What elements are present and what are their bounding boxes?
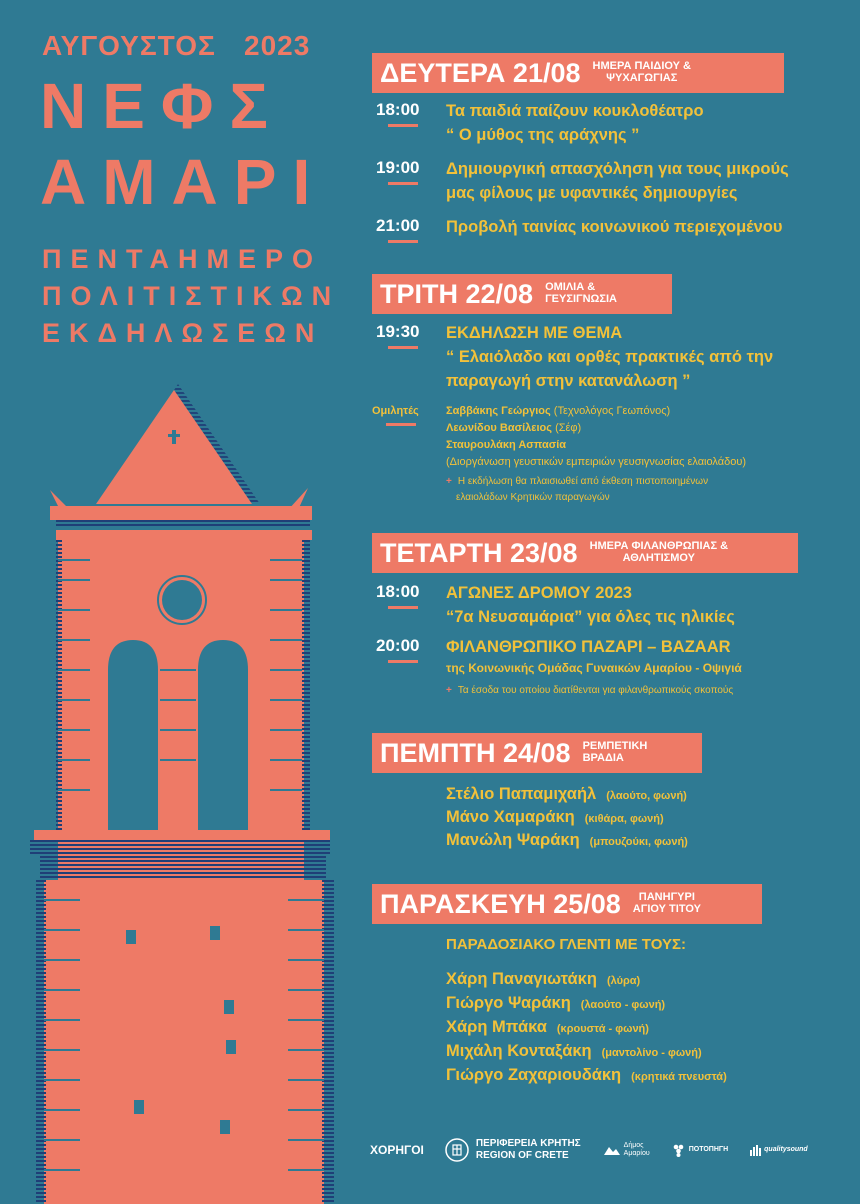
day-title: ΤΕΤΑΡΤΗ 23/08 bbox=[380, 537, 578, 568]
event-text: Δημιουργική απασχόληση για τους μικρούς μας φίλους με υφαντικές δημιουργίες bbox=[446, 160, 789, 202]
sound-bars-icon bbox=[750, 1144, 762, 1156]
sponsor-potopigi: ΠΟΤΟΠΗΓΗ bbox=[672, 1142, 728, 1158]
event-text: Προβολή ταινίας κοινωνικού περιεχομένου bbox=[446, 218, 783, 236]
sponsors-label: ΧΟΡΗΓΟΙ bbox=[370, 1143, 424, 1157]
time-underline bbox=[388, 606, 418, 609]
sponsor-region-crete: ΠΕΡΙΦΕΡΕΙΑ ΚΡΗΤΗΣ REGION OF CRETE bbox=[444, 1137, 581, 1163]
performer: Χάρη Μπάκα (κρουστά - φωνή) bbox=[446, 1018, 649, 1036]
performer: Χάρη Παναγιωτάκη (λύρα) bbox=[446, 970, 641, 988]
header-sub-line3: ΕΚΔΗΛΩΣΕΩΝ bbox=[42, 318, 324, 348]
time-underline bbox=[388, 346, 418, 349]
bell-tower-illustration bbox=[30, 380, 360, 1204]
header-year: 2023 bbox=[244, 30, 311, 61]
speaker: Σαββάκης Γεώργιος (Τεχνολόγος Γεωπόνος) bbox=[446, 405, 671, 417]
speaker: Σταυρουλάκη Ασπασία bbox=[446, 439, 567, 452]
day-tag: ΡΕΜΠΕΤΙΚΗ ΒΡΑΔΙΑ bbox=[582, 740, 648, 764]
speakers-label: Ομιλητές bbox=[372, 405, 419, 417]
event-text: Τα παιδιά παίζουν κουκλοθέατρο “ Ο μύθος της αράχνης ” bbox=[446, 102, 704, 144]
day-banner-friday bbox=[372, 884, 762, 924]
sponsor-qualitysound: qualitysound bbox=[750, 1144, 808, 1156]
sponsor-dimos-amariou: Δήμος Αμαρίου bbox=[603, 1142, 650, 1157]
day-banner-tuesday bbox=[372, 274, 672, 314]
speaker-note: (Διοργάνωση γευστικών εμπειριών γευσιγνωσίας ελαιολάδου) bbox=[446, 456, 747, 469]
time-underline bbox=[388, 182, 418, 185]
grapes-icon bbox=[672, 1142, 686, 1158]
day-tag: ΗΜΕΡΑ ΠΑΙΔΙΟΥ & ΨΥΧΑΓΩΓΙΑΣ bbox=[592, 60, 691, 84]
performer: Γιώργο Ζαχαριουδάκη (κρητικά πνευστά) bbox=[446, 1066, 727, 1084]
event-item bbox=[376, 158, 846, 208]
speakers-underline bbox=[386, 423, 416, 426]
dimos-logo-icon bbox=[603, 1143, 621, 1157]
event-text: ΦΙΛΑΝΘΡΩΠΙΚΟ ΠΑΖΑΡΙ – BAZAAR της Κοινωνικής Ομάδας Γυναικών Αμαρίου - Οψιγιά bbox=[446, 638, 742, 675]
event-time: 19:00 bbox=[376, 158, 420, 177]
event-time: 19:30 bbox=[376, 322, 420, 341]
header-sub-line2: ΠΟΛΙΤΙΣΤΙΚΩΝ bbox=[42, 281, 341, 311]
day-title: ΤΡΙΤΗ 22/08 bbox=[380, 278, 534, 309]
performer: Γιώργο Ψαράκη (λαούτο - φωνή) bbox=[446, 994, 666, 1012]
friday-heading: ΠΑΡΑΔΟΣΙΑΚΟ ΓΛΕΝΤΙ ΜΕ ΤΟΥΣ: bbox=[446, 936, 686, 953]
day-title: ΠΑΡΑΣΚΕΥΗ 25/08 bbox=[380, 888, 621, 919]
event-text: ΕΚΔΗΛΩΣΗ ΜΕ ΘΕΜΑ “ Ελαιόλαδο και ορθές πρακτικές από την παραγωγή στην κατανάλωση ” bbox=[446, 324, 774, 390]
event-item bbox=[376, 322, 846, 394]
event-time: 20:00 bbox=[376, 636, 420, 655]
header-title-line1: ΝΕΦΣ bbox=[40, 70, 284, 142]
event-item bbox=[376, 636, 846, 680]
day-banner-monday bbox=[372, 53, 784, 93]
event-item bbox=[376, 216, 846, 246]
day-banner-thursday bbox=[372, 733, 702, 773]
event-time: 21:00 bbox=[376, 216, 420, 235]
header-month: ΑΥΓΟΥΣΤΟΣ bbox=[42, 30, 216, 61]
header-title-line2: ΑΜΑΡΙ bbox=[40, 146, 327, 218]
time-underline bbox=[388, 124, 418, 127]
speakers-list bbox=[446, 403, 746, 471]
day-banner-wednesday bbox=[372, 533, 798, 573]
event-time: 18:00 bbox=[376, 100, 420, 119]
performer: Μιχάλη Κονταξάκη (μαντολίνο - φωνή) bbox=[446, 1042, 702, 1060]
bullet-note: + Τα έσοδα του οποίου διατίθενται για φιλανθρωπικούς σκοπούς bbox=[446, 685, 734, 696]
event-item bbox=[376, 582, 846, 630]
day-tag: ΟΜΙΛΙΑ & ΓΕΥΣΙΓΝΩΣΙΑ bbox=[545, 281, 617, 305]
sponsors-footer bbox=[370, 1130, 850, 1170]
day-title: ΔΕΥΤΕΡΑ 21/08 bbox=[380, 57, 581, 88]
day-tag: ΠΑΝΗΓΥΡΙ ΑΓΙΟΥ ΤΙΤΟΥ bbox=[632, 891, 701, 915]
time-underline bbox=[388, 240, 418, 243]
bullet-note: + Η εκδήλωση θα πλαισιωθεί από έκθεση πιστοποιημένων ελαιολάδων Κρητικών παραγωγών bbox=[446, 476, 709, 503]
day-title: ΠΕΜΠΤΗ 24/08 bbox=[380, 737, 571, 768]
performer: Στέλιο Παπαμιχαήλ (λαούτο, φωνή) bbox=[446, 785, 687, 803]
header-sub-line1: ΠΕΝΤΑΗΜΕΡΟ bbox=[42, 244, 323, 274]
event-time: 18:00 bbox=[376, 582, 420, 601]
performer: Μανώλη Ψαράκη (μπουζούκι, φωνή) bbox=[446, 831, 688, 849]
performer: Μάνο Χαμαράκη (κιθάρα, φωνή) bbox=[446, 808, 664, 826]
time-underline bbox=[388, 660, 418, 663]
greek-emblem-icon bbox=[444, 1137, 470, 1163]
speaker: Λεωνίδου Βασίλειος (Σέφ) bbox=[446, 422, 582, 435]
day-tag: ΗΜΕΡΑ ΦΙΛΑΝΘΡΩΠΙΑΣ & ΑΘΛΗΤΙΣΜΟΥ bbox=[589, 540, 729, 564]
event-text: ΑΓΩΝΕΣ ΔΡΟΜΟΥ 2023 “7α Νευσαμάρια” για όλες τις ηλικίες bbox=[446, 584, 735, 626]
event-item bbox=[376, 100, 846, 150]
